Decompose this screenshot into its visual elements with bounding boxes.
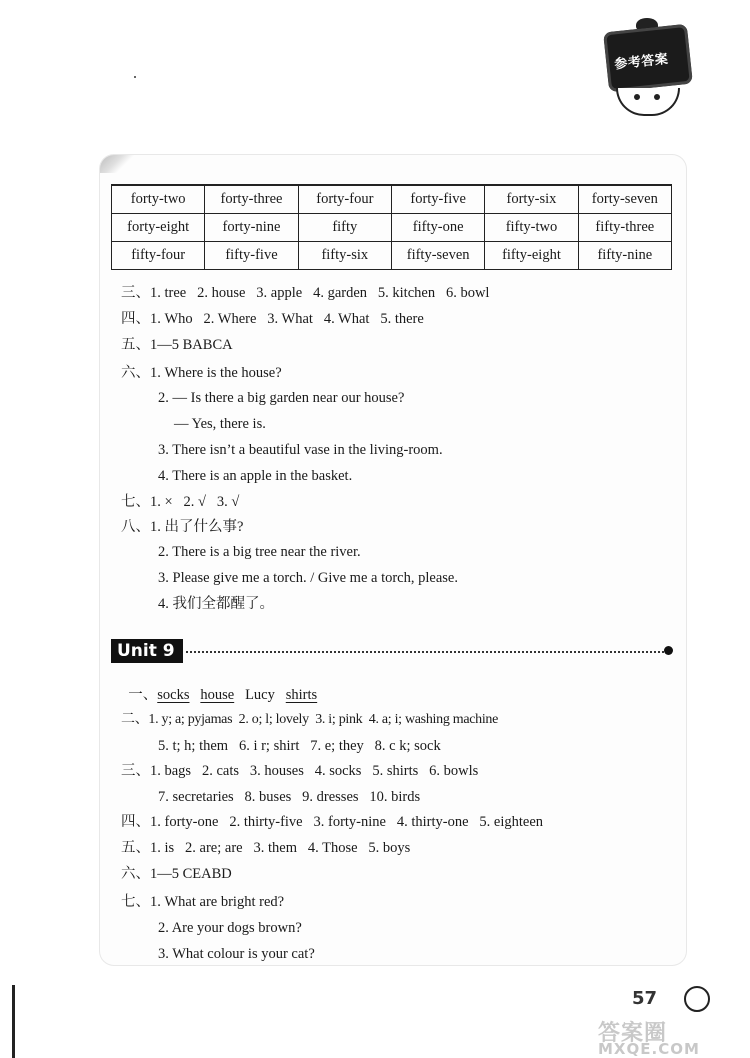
- answer-line: 2. Are your dogs brown?: [158, 920, 302, 936]
- page-number: 57: [632, 988, 658, 1009]
- table-cell: fifty-two: [485, 214, 578, 242]
- answer-line: 八、1. 出了什么事?: [121, 519, 244, 535]
- q1-word: shirts: [285, 687, 318, 703]
- answer-key-badge: [598, 18, 698, 114]
- table-cell: fifty-three: [578, 214, 671, 242]
- answer-line: 2. There is a big tree near the river.: [158, 544, 361, 560]
- answer-line: 三、1. bags 2. cats 3. houses 4. socks 5. shirts 6. bowls: [121, 763, 479, 779]
- unit-dotted-rule: [186, 651, 664, 653]
- table-cell: fifty-four: [112, 242, 205, 270]
- panel-corner-shade: [100, 155, 140, 173]
- table-cell: forty-three: [205, 185, 298, 214]
- answer-line: 三、1. tree 2. house 3. apple 4. garden 5. kitchen 6. bowl: [121, 285, 490, 301]
- answer-line: 六、1. Where is the house?: [121, 365, 282, 381]
- answer-line: 5. t; h; them 6. i r; shirt 7. e; they 8. c k; sock: [158, 738, 441, 754]
- table-cell: forty-eight: [112, 214, 205, 242]
- q1-word: Lucy: [245, 687, 275, 703]
- answer-line: 七、1. What are bright red?: [121, 894, 285, 910]
- face-icon: [616, 88, 680, 116]
- answer-line: 六、1—5 CEABD: [121, 866, 232, 882]
- table-cell: fifty: [298, 214, 391, 242]
- answer-line: 3. What colour is your cat?: [158, 946, 315, 962]
- table-cell: forty-two: [112, 185, 205, 214]
- table-cell: forty-nine: [205, 214, 298, 242]
- answer-line: 四、1. Who 2. Where 3. What 4. What 5. there: [121, 311, 424, 327]
- table-cell: fifty-seven: [391, 242, 484, 270]
- table-cell: fifty-eight: [485, 242, 578, 270]
- mascot-icon: [684, 986, 710, 1012]
- answer-line: 七、1. × 2. √ 3. √: [121, 494, 240, 510]
- table-cell: forty-four: [298, 185, 391, 214]
- watermark-text: 答案圈: [598, 1021, 668, 1046]
- table-row: [112, 242, 672, 270]
- q1-word: house: [200, 687, 235, 703]
- speck: [134, 76, 136, 78]
- answer-line: 五、1—5 BABCA: [121, 337, 233, 353]
- table-cell: fifty-six: [298, 242, 391, 270]
- table-row: [112, 214, 672, 242]
- answer-line: 五、1. is 2. are; are 3. them 4. Those 5. boys: [121, 840, 411, 856]
- answer-line: 二、1. y; a; pyjamas 2. o; l; lovely 3. i; pink 4. a; i; washing machine: [121, 712, 499, 727]
- answer-line: 4. 我们全都醒了。: [158, 596, 274, 612]
- table-cell: forty-six: [485, 185, 578, 214]
- table-cell: fifty-one: [391, 214, 484, 242]
- badge-screen: [603, 24, 693, 92]
- page-number-mark: [632, 988, 692, 1010]
- answer-line: 3. Please give me a torch. / Give me a torch, please.: [158, 570, 458, 586]
- unit-title: Unit 9: [111, 639, 183, 663]
- answer-line: 2. — Is there a big garden near our house?: [158, 390, 405, 406]
- table-cell: fifty-five: [205, 242, 298, 270]
- watermark-url: MXQE.COM: [598, 1040, 700, 1058]
- unit9-q1-line: [121, 686, 317, 704]
- answer-line: 7. secretaries 8. buses 9. dresses 10. birds: [158, 789, 421, 805]
- answer-line: — Yes, there is.: [174, 416, 266, 432]
- answer-line: 3. There isn’t a beautiful vase in the living-room.: [158, 442, 443, 458]
- q1-prefix: 一、: [128, 687, 158, 703]
- answer-line: 4. There is an apple in the basket.: [158, 468, 353, 484]
- q1-word: socks: [157, 687, 190, 703]
- binding-edge: [12, 985, 15, 1058]
- unit-rule-end-dot: [664, 646, 673, 655]
- table-cell: forty-five: [391, 185, 484, 214]
- table-cell: forty-seven: [578, 185, 671, 214]
- number-words-table: [111, 184, 672, 270]
- badge-label: 参考答案: [613, 51, 670, 73]
- table-row: [112, 185, 672, 214]
- answer-line: 四、1. forty-one 2. thirty-five 3. forty-nine 4. thirty-one 5. eighteen: [121, 814, 544, 830]
- table-cell: fifty-nine: [578, 242, 671, 270]
